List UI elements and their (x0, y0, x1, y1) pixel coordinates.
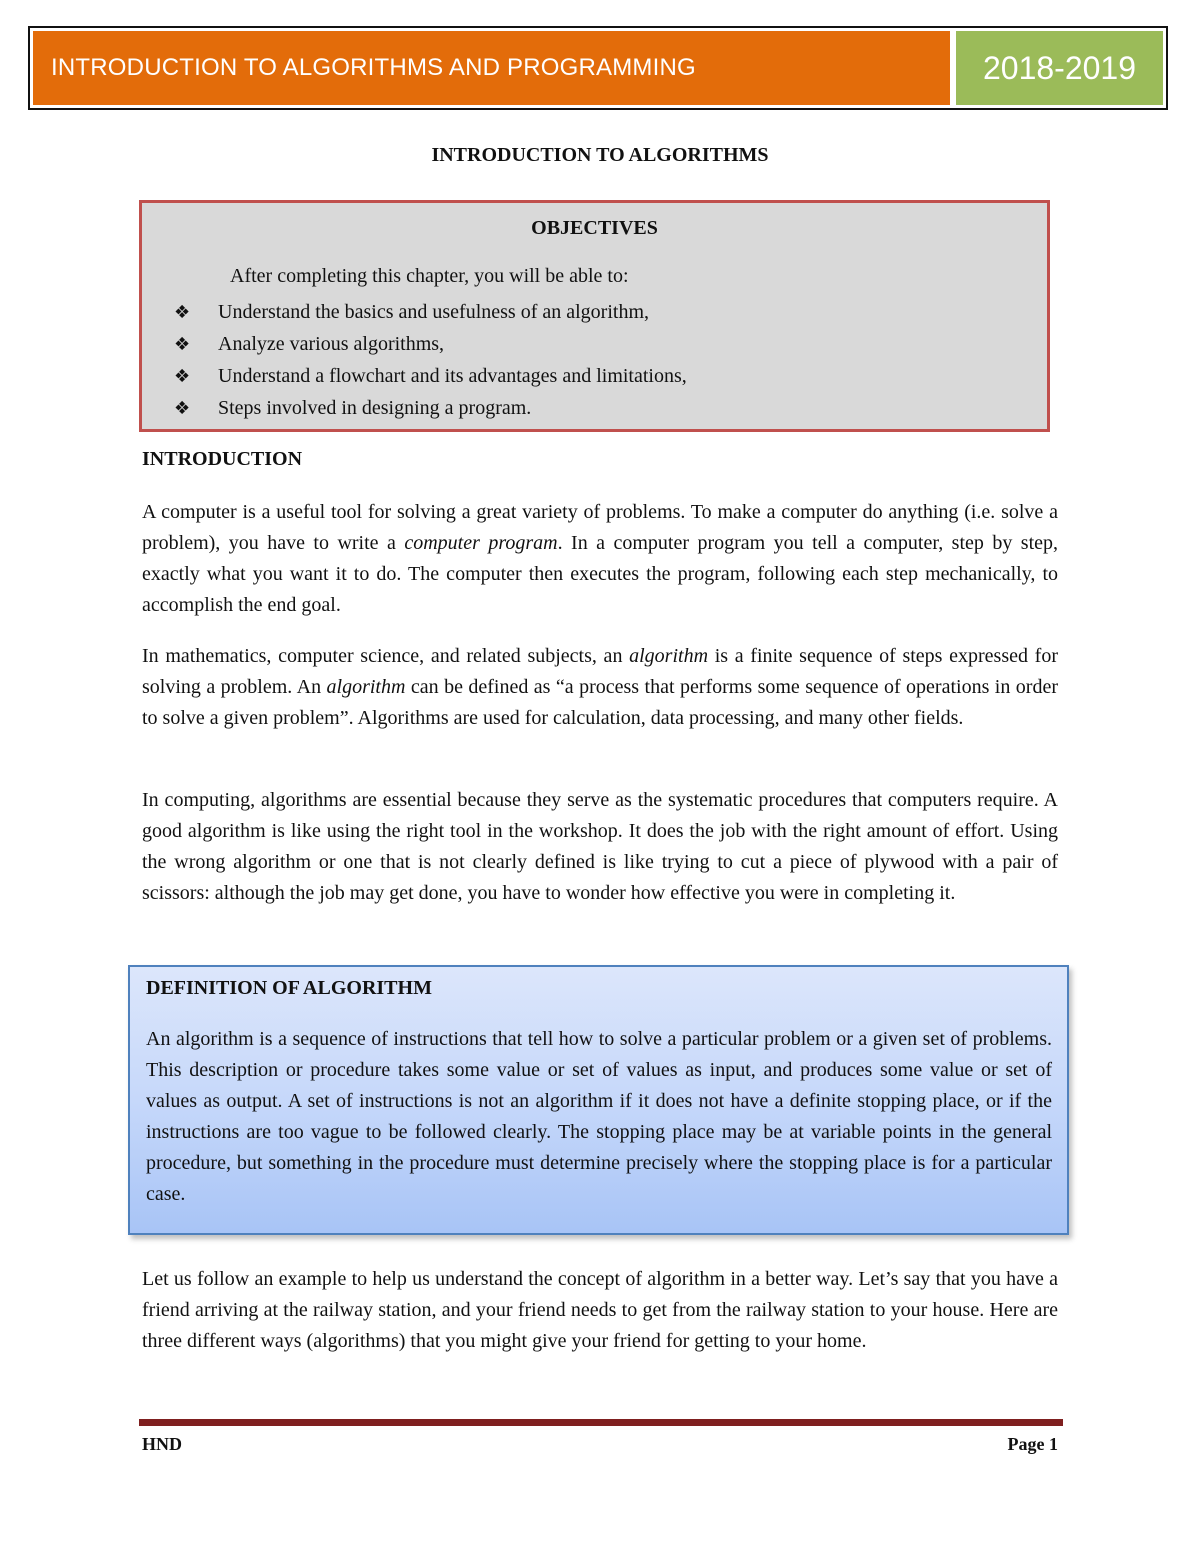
p1-emphasis: computer program (404, 532, 558, 554)
example-paragraph: Let us follow an example to help us understand the concept of algorithm in a better way. Let’s say that you have a friend arriving at the railway station, and your friend needs to get from the railway station to your house. Here are three different ways (algorithms) that you might give your friend for getting to your home. (142, 1268, 1058, 1352)
objectives-box (139, 200, 1050, 432)
objective-text: Understand a flowchart and its advantages and limitations, (218, 364, 687, 387)
footer-left: HND (142, 1434, 182, 1454)
intro-paragraph-2 (142, 641, 1058, 734)
list-item (174, 328, 687, 360)
header-year (956, 31, 1163, 105)
p1-after: . In a computer program you tell a computer, step by step, exactly what you want it to do. The computer then executes the program, following each step mechanically, to accomplish the end goal. (142, 532, 1058, 616)
objective-text: Analyze various algorithms, (218, 332, 445, 355)
definition-box (128, 965, 1069, 1235)
p2-emphasis-1: algorithm (629, 645, 709, 667)
intro-paragraph-1 (142, 497, 1058, 621)
objective-text: Understand the basics and usefulness of an algorithm, (218, 300, 650, 323)
definition-body: An algorithm is a sequence of instructions that tell how to solve a particular problem or a given set of problems. This description or procedure takes some value or set of values as input, and produces some value or set of values as output. A set of instructions is not an algorithm if it does not have a definite stopping place, or if the instructions are too vague to be followed clearly. The stopping place may be at variable points in the general procedure, but something in the procedure must determine precisely where the stopping place is for a particular case. (146, 1028, 1052, 1205)
list-item (174, 392, 687, 424)
objectives-list (174, 296, 687, 424)
diamond-bullet-icon: ❖ (174, 365, 191, 387)
header-title-text: INTRODUCTION TO ALGORITHMS AND PROGRAMMING (51, 54, 696, 81)
list-item (174, 296, 687, 328)
header-year-text: 2018-2019 (982, 49, 1137, 86)
chapter-title: INTRODUCTION TO ALGORITHMS (431, 144, 769, 166)
p2-emphasis-2: algorithm (326, 676, 406, 698)
diamond-bullet-icon: ❖ (174, 333, 191, 355)
footer-rule (139, 1419, 1063, 1426)
introduction-heading: INTRODUCTION (142, 448, 303, 470)
p2-part3: can be defined as “a process that performs some sequence of operations in order to solve a given problem”. Algorithms are used for calculation, data processing, and many other fields. (142, 676, 1059, 729)
diamond-bullet-icon: ❖ (174, 301, 191, 323)
objectives-title: OBJECTIVES (531, 217, 658, 239)
p2-part2: is a finite sequence of steps expressed for solving a problem. An (142, 645, 1058, 698)
definition-title: DEFINITION OF ALGORITHM (146, 977, 432, 999)
footer-page-number: Page 1 (1007, 1434, 1058, 1454)
diamond-bullet-icon: ❖ (174, 397, 191, 419)
list-item (174, 360, 687, 392)
objective-text: Steps involved in designing a program. (218, 396, 532, 419)
p2-part1: In mathematics, computer science, and related subjects, an (142, 645, 630, 667)
p1-before: A computer is a useful tool for solving a great variety of problems. To make a computer do anything (i.e. solve a problem), you have to write a (142, 501, 1058, 554)
header-title (33, 31, 953, 105)
objectives-intro: After completing this chapter, you will be able to: (230, 265, 629, 287)
intro-paragraph-3: In computing, algorithms are essential because they serve as the systematic procedures that computers require. A good algorithm is like using the right tool in the workshop. It does the job with the right amount of effort. Using the wrong algorithm or one that is not clearly defined is like trying to cut a piece of plywood with a pair of scissors: although the job may get done, you have to wonder how effective you were in completing it. (142, 789, 1058, 904)
